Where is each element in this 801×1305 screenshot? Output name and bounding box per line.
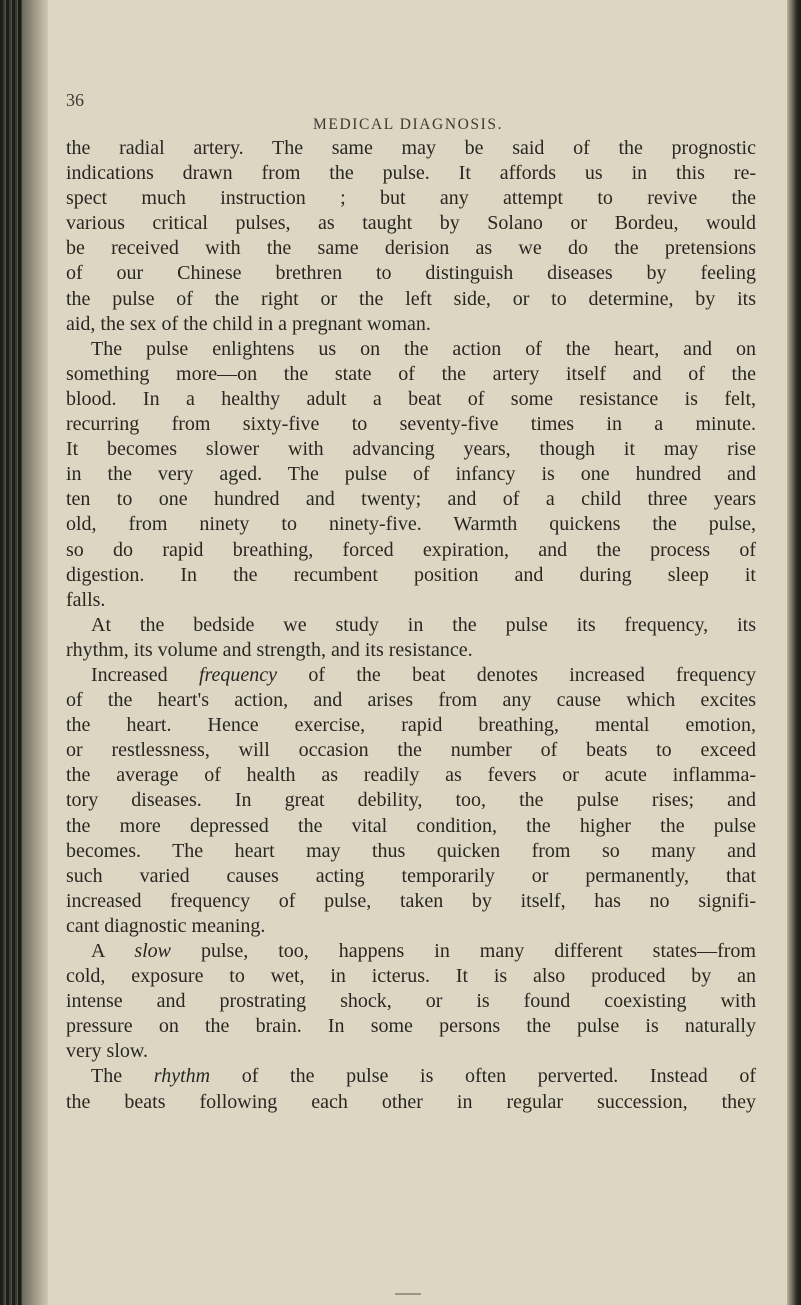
gutter-shadow: [22, 0, 48, 1305]
text-line: recurring from sixty-five to seventy-five times in a minute.: [66, 413, 756, 436]
text-line: of our Chinese brethren to distinguish diseases by feeling: [66, 262, 756, 285]
text-line: It becomes slower with advancing years, though it may rise: [66, 438, 756, 461]
text-line: The rhythm of the pulse is often perverted. Instead of: [91, 1065, 757, 1088]
text-line: ten to one hundred and twenty; and of a child three years: [66, 488, 756, 511]
text-line: falls.: [66, 588, 106, 611]
text-line: rhythm, its volume and strength, and its resistance.: [66, 638, 473, 661]
text-line: the beats following each other in regular succession, they: [66, 1090, 756, 1113]
text-line: digestion. In the recumbent position and during sleep it: [66, 563, 756, 586]
text-line: such varied causes acting temporarily or permanently, that: [66, 864, 756, 887]
text-line: tory diseases. In great debility, too, the pulse rises; and: [66, 789, 756, 812]
text-line: pressure on the brain. In some persons the pulse is naturally: [66, 1015, 756, 1038]
text-line: A slow pulse, too, happens in many different states—from: [91, 940, 756, 962]
page-number: 36: [66, 90, 84, 110]
text-line: the more depressed the vital condition, the higher the pulse: [66, 814, 756, 837]
text-line: cold, exposure to wet, in icterus. It is also produced by an: [66, 965, 756, 988]
text-line: be received with the same derision as we do the pretensions: [66, 237, 756, 260]
text-line: very slow.: [66, 1040, 149, 1063]
italic-term: slow: [134, 940, 172, 962]
text-line: increased frequency of pulse, taken by itself, has no signifi-: [66, 889, 756, 912]
text-line: or restlessness, will occasion the number of beats to exceed: [66, 739, 756, 762]
text-line: aid, the sex of the child in a pregnant woman.: [66, 312, 431, 335]
book-spine-edge: [0, 0, 22, 1305]
page-right-edge: [787, 0, 801, 1305]
text-line: various critical pulses, as taught by Solano or Bordeu, would: [66, 212, 756, 235]
text-line: At the bedside we study in the pulse its frequency, its: [91, 613, 756, 636]
text-line: the heart. Hence exercise, rapid breathing, mental emotion,: [66, 714, 756, 737]
text-line: becomes. The heart may thus quicken from so many and: [66, 839, 756, 862]
text-line: the radial artery. The same may be said of the prognostic: [66, 137, 756, 159]
text-line: The pulse enlightens us on the action of the heart, and on: [91, 337, 756, 360]
text-line: spect much instruction ; but any attempt to revive the: [66, 187, 756, 210]
smudge-mark: [395, 1293, 421, 1295]
italic-term: frequency: [198, 663, 278, 686]
text-line: the average of health as readily as fevers or acute inflamma-: [66, 764, 756, 787]
text-line: indications drawn from the pulse. It affords us in this re-: [66, 162, 756, 185]
text-line: blood. In a healthy adult a beat of some resistance is felt,: [66, 387, 756, 410]
text-line: old, from ninety to ninety-five. Warmth quickens the pulse,: [66, 513, 756, 536]
text-line: cant diagnostic meaning.: [66, 914, 266, 937]
body-text: [66, 136, 756, 1115]
text-line: intense and prostrating shock, or is found coexisting with: [66, 990, 756, 1013]
text-line: of the heart's action, and arises from any cause which excites: [66, 689, 756, 712]
text-line: so do rapid breathing, forced expiration, and the process of: [66, 538, 756, 561]
text-line: Increased frequency of the beat denotes increased frequency: [91, 663, 756, 686]
text-line: the pulse of the right or the left side, or to determine, by its: [66, 287, 756, 310]
running-head: MEDICAL DIAGNOSIS.: [313, 116, 504, 133]
italic-term: rhythm: [153, 1065, 211, 1088]
text-line: in the very aged. The pulse of infancy is one hundred and: [66, 463, 756, 486]
text-line: something more—on the state of the artery itself and of the: [66, 362, 756, 385]
